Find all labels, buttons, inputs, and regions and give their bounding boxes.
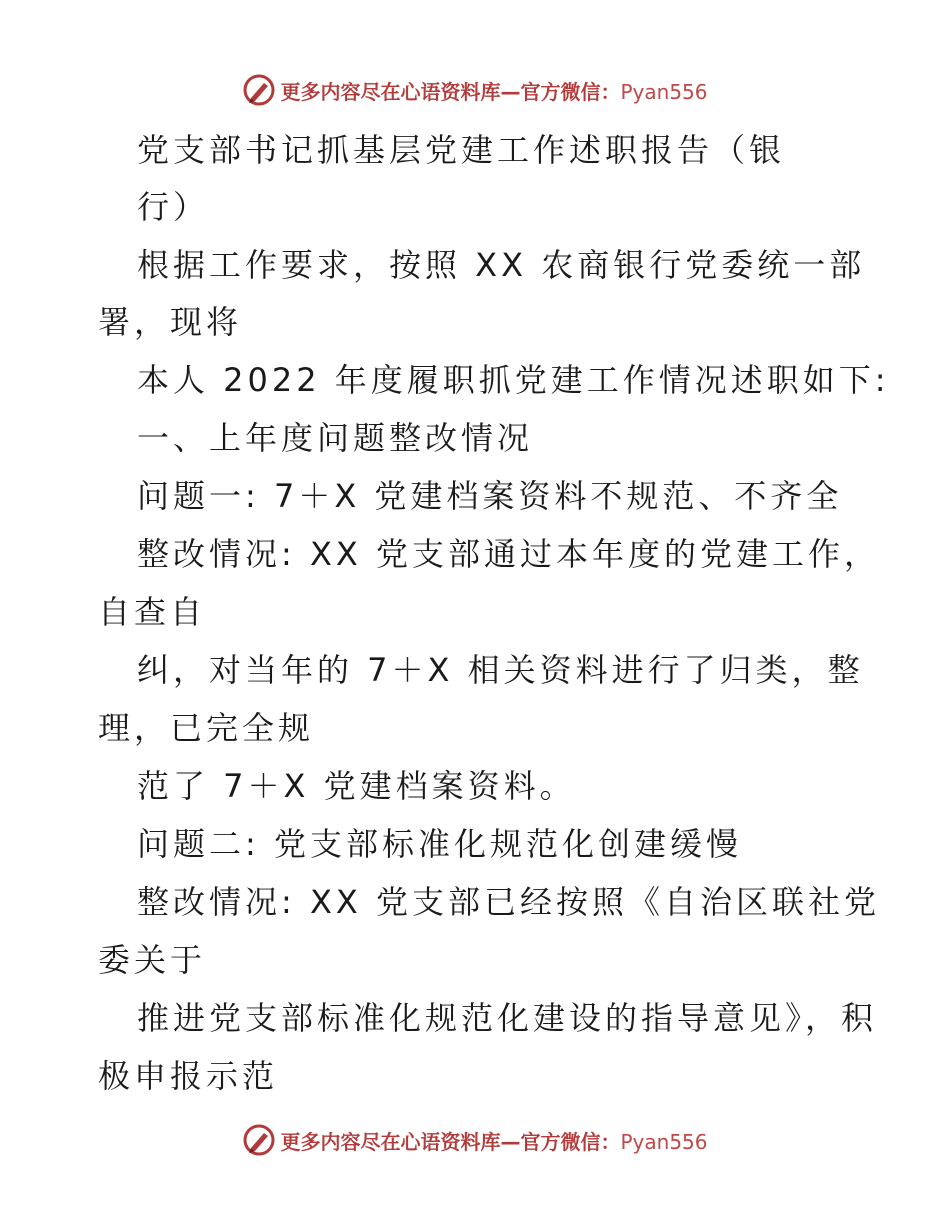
doc-paragraph-line: 推进党支部标准化规范化建设的指导意见》，积 xyxy=(137,999,878,1037)
doc-paragraph-line: 自查自 xyxy=(98,593,207,631)
banner-text xyxy=(280,1126,707,1155)
doc-paragraph-line: 范了 7＋X 党建档案资料。 xyxy=(137,767,576,805)
footer-banner xyxy=(0,1120,950,1160)
doc-title-line-2: 行） xyxy=(137,188,210,226)
doc-paragraph-line: 整改情况: XX 党支部已经按照《自治区联社党 xyxy=(137,883,880,921)
doc-paragraph-line: 本人 2022 年度履职抓党建工作情况述职如下: xyxy=(137,361,890,399)
doc-paragraph-line: 整改情况: XX 党支部通过本年度的党建工作， xyxy=(137,535,880,573)
doc-paragraph-line: 根据工作要求，按照 XX 农商银行党委统一部 xyxy=(137,246,866,284)
banner-label: 更多内容尽在心语资料库—官方微信： xyxy=(280,79,621,104)
doc-issue-heading: 问题一: 7＋X 党建档案资料不规范、不齐全 xyxy=(137,477,843,515)
doc-issue-heading: 问题二: 党支部标准化规范化创建缓慢 xyxy=(137,825,742,863)
banner-label: 更多内容尽在心语资料库—官方微信： xyxy=(280,1129,621,1154)
doc-paragraph-line: 理，已完全规 xyxy=(98,709,315,747)
banner-wechat-id: Pyan556 xyxy=(620,79,708,104)
doc-title-line-1: 党支部书记抓基层党建工作述职报告（银 xyxy=(137,131,786,169)
doc-paragraph-line: 委关于 xyxy=(98,941,207,979)
doc-paragraph-line: 极申报示范 xyxy=(98,1057,279,1095)
banner-wechat-id: Pyan556 xyxy=(620,1129,708,1154)
banner-text xyxy=(280,76,707,105)
pen-logo-icon xyxy=(242,1123,276,1157)
doc-paragraph-line: 纠，对当年的 7＋X 相关资料进行了归类，整 xyxy=(137,651,864,689)
doc-paragraph-line: 署，现将 xyxy=(98,303,243,341)
header-banner xyxy=(0,70,950,110)
doc-section-heading: 一、上年度问题整改情况 xyxy=(137,419,534,457)
pen-logo-icon xyxy=(242,73,276,107)
